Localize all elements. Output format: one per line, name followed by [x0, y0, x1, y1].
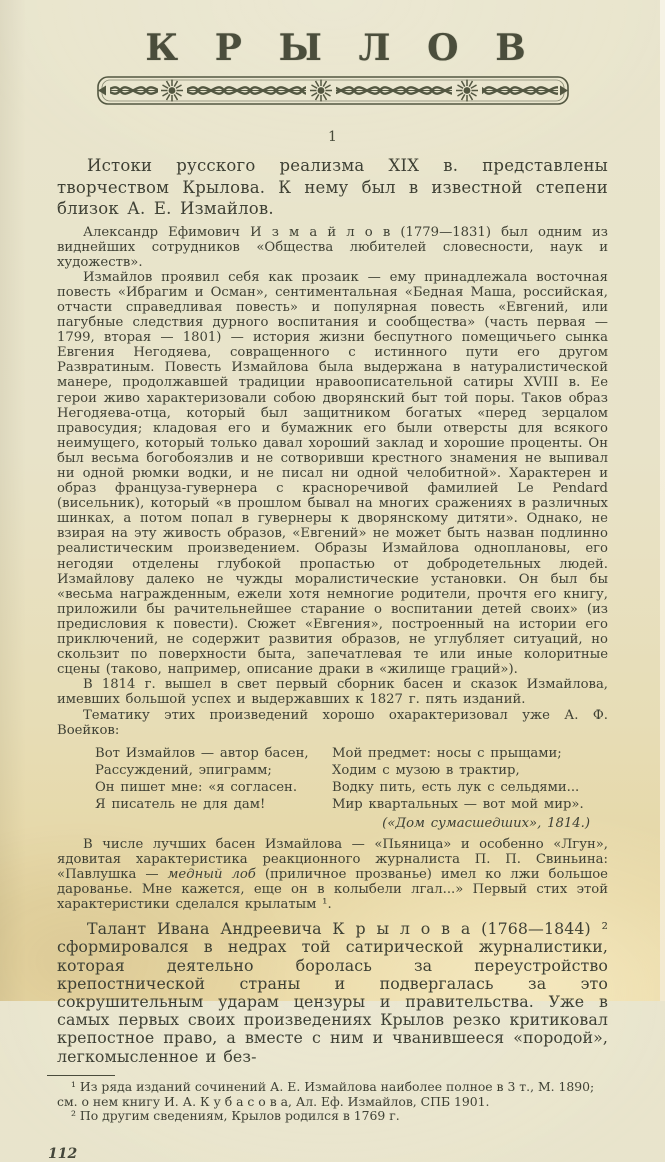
verse-line: Вот Измайлов — автор басен, [95, 745, 309, 761]
verse-line: Мой предмет: носы с прыщами; [332, 745, 562, 761]
page-number: 112 [48, 1146, 78, 1162]
verse-line: Мир квартальных — вот мой мир». [332, 796, 584, 812]
footnotes-block [57, 1080, 608, 1124]
verse-line: Он пишет мне: «я согласен. [95, 779, 298, 795]
ornament-band [57, 72, 608, 113]
footnote-divider [47, 1075, 115, 1076]
footnote-2: ² По другим сведениям, Крылов родился в 1769 г. [71, 1108, 400, 1124]
verse-attribution: («Дом сумасшедших», 1814.) [382, 815, 590, 831]
chapter-title: КРЫЛОВ [145, 27, 563, 69]
petit-text-block [57, 225, 608, 913]
fable-note-paragraph [57, 837, 608, 912]
izmailov-intro-paragraph: Александр Ефимович И з м а й л о в (1779—1831) был одним из виднейших сотрудников «Общества любителей словесности, наук и художеств». [57, 224, 608, 270]
rosette-icon [161, 80, 183, 102]
verse-column-left [95, 745, 332, 813]
krylov-paragraph: Талант Ивана Андреевича К р ы л о в а (1768—1844) ² сформировался в недрах той сатирической журналистики, которая деятельно боролась за переустройство крепостнической страны и подвергалась за это сокрушительным ударам цензуры и правительства. Уже в самых первых своих произведениях Крылов резко критиковал крепостное право, а вместе с ним и чванившееся «породой», легкомысленное и без- [57, 919, 608, 1066]
fable-note-text: В числе лучших басен Измайлова — «Пьяница» и особенно «Лгун», ядовитая характеристика реакционного журналиста П. П. Свиньина: «Павлушка — [57, 836, 608, 882]
voeikov-lead-paragraph: Тематику этих произведений хорошо охарактеризовал уже А. Ф. Воейков: [57, 707, 608, 738]
izmailov-prose-paragraph: Измайлов проявил себя как прозаик — ему принадлежала восточная повесть «Ибрагим и Осман», сентиментальная «Бедная Маша, российская, отчасти справедливая повесть» и популярная повесть «Евгений, или пагубные следствия дурного воспитания и сообщества» (часть первая — 1799, вторая — 1801) — история жизни беспутного помещичьего сынка Евгения Негодяева, совращенного с истинного пути его другом Развратиным. Повесть Измайлова была выдержана в натуралистической манере, продолжавшей традиции нравоописательной сатиры XVIII в. Ее герои живо характеризовали собою дворянский быт той поры. Таков образ Негодяева-отца, который был защитником богатых «перед зерцалом правосудия; кладовая его и бумажник его были отверсты для всякого неимущего, который только давал хороший заклад и хорошие проценты. Он был весьма богобоязлив и не сотворивши крестного знамения не выпивал ни одной рюмки водки, и не писал ни одной челобитной». Характерен и образ француза-гувернера с красноречивой фамилией Le Pendard (висельник), который «в прошлом бывал на многих сражениях в различных шинках, а потом попал в гувернеры к дворянскому дитяти». Однако, не взирая на эту живость образов, «Евгений» не может быть назван подлинно реалистическим произведением. Образы Измайлова одноплановы, его негодяи отделены глубокой пропастью от добродетельных людей. Измайлову далеко не чужды моралистические установки. Он был бы «весьма награжденным, ежели хотя немногие родители, прочтя его книгу, приложили бы рачительнейшее старание о воспитании детей своих» (из предисловия к повести). Сюжет «Евгения», построенный на истории его приключений, не содержит развития образов, не углубляет ситуаций, но скользит по поверхности быта, запечатлевая те или иные колоритные сцены (таково, например, описание драки в «жилище граций»). [57, 269, 608, 678]
verse-line: Я писатель не для дам! [95, 796, 266, 812]
intro-paragraph: Истоки русского реализма XIX в. представлены творчеством Крылова. К нему был в известной степени близок А. Е. Измайлов. [57, 156, 608, 218]
verse-line: Водку пить, есть лук с сельдями... [332, 779, 580, 795]
first-collection-paragraph: В 1814 г. вышел в свет первый сборник басен и сказок Измайлова, имевших большой успех и выдержавших к 1827 г. пять изданий. [57, 677, 608, 708]
rosette-icon [310, 80, 332, 102]
verse-quote [95, 745, 608, 813]
fable-note-text: (приличное прозванье) имел ко лжи большое дарованье. Мне кажется, еще он в колыбели лгал...» Первый стих этой характеристики сделался крылатым ¹. [57, 866, 608, 913]
rosette-icon [456, 80, 478, 102]
section-number: 1 [328, 129, 337, 145]
ornament-divider-icon [94, 72, 572, 109]
verse-line: Рассуждений, эпиграмм; [95, 762, 272, 778]
verse-line: Ходим с музою в трактир, [332, 762, 520, 778]
fable-note-italic: медный лоб [167, 866, 256, 882]
footnote-1: ¹ Из ряда изданий сочинений А. Е. Измайлова наиболее полное в 3 т., М. 1890; см. о нем книгу И. А. К у б а с о в а, Ал. Еф. Измайлов, СПБ 1901. [57, 1078, 595, 1109]
verse-column-right [332, 745, 608, 813]
